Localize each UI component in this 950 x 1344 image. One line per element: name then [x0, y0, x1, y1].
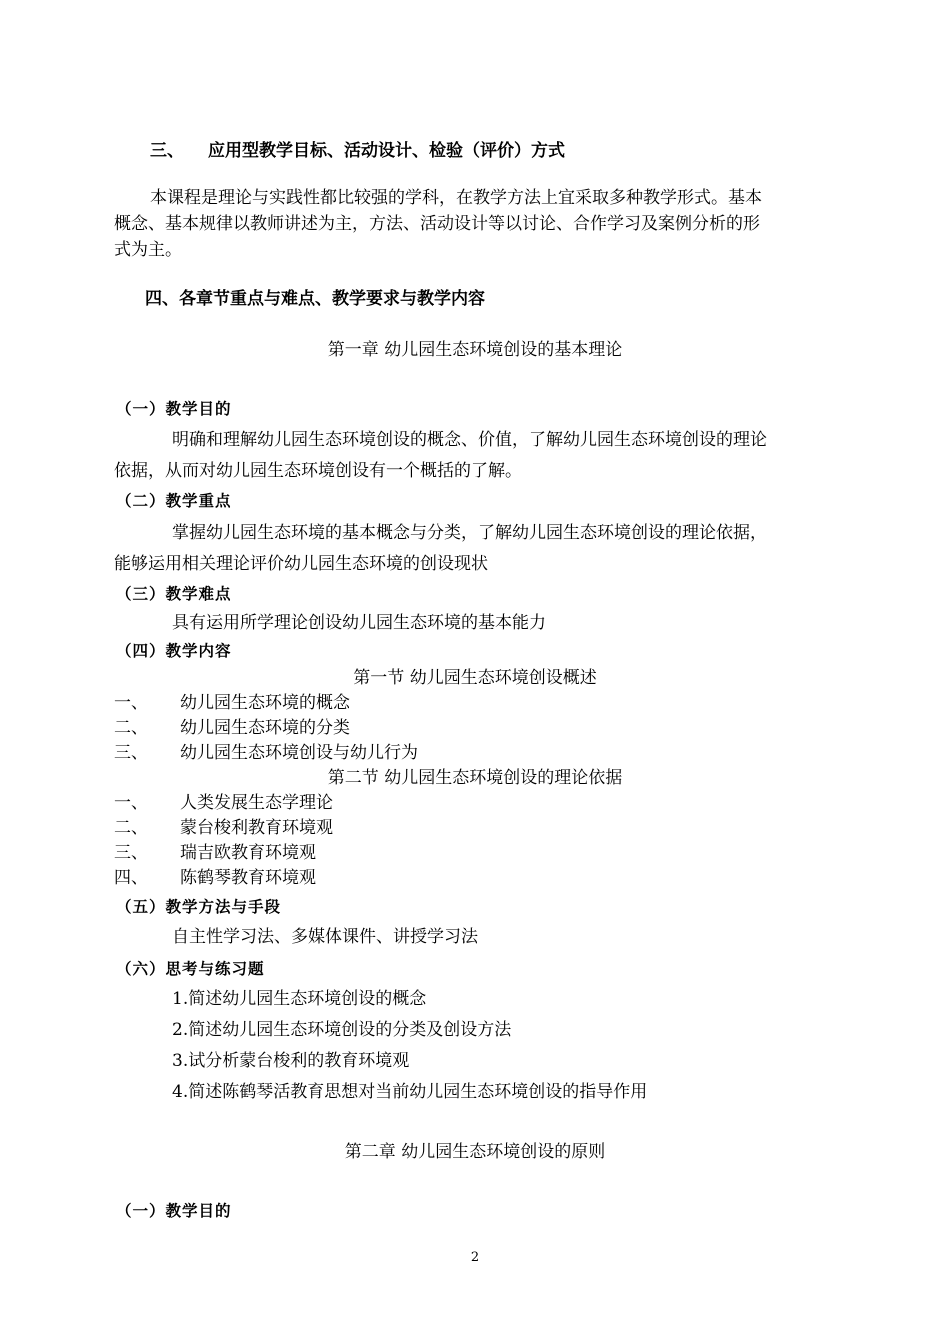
list-item-number: 二、	[114, 818, 148, 838]
list-item	[114, 842, 316, 864]
chapter1-focus-heading: （二）教学重点	[116, 492, 232, 510]
chapter1-focus-line: 能够运用相关理论评价幼儿园生态环境的创设现状	[114, 554, 488, 574]
list-item-number: 二、	[114, 718, 148, 738]
section4-heading: 四、各章节重点与难点、教学要求与教学内容	[145, 289, 485, 309]
chapter2-goal-heading: （一）教学目的	[116, 1202, 232, 1220]
chapter1-difficulty-heading: （三）教学难点	[116, 585, 232, 603]
section3-title: 应用型教学目标、活动设计、检验（评价）方式	[208, 141, 565, 161]
chapter1-section2-title: 第二节 幼儿园生态环境创设的理论依据	[327, 768, 623, 788]
list-item	[114, 692, 350, 714]
list-item-number: 三、	[114, 843, 148, 863]
list-item-number: 三、	[114, 743, 148, 763]
chapter1-exercise-heading: （六）思考与练习题	[116, 960, 265, 978]
exercise-item: 3.试分析蒙台梭利的教育环境观	[172, 1051, 410, 1071]
list-item-text: 幼儿园生态环境的分类	[180, 718, 350, 738]
section3-heading	[150, 140, 565, 162]
chapter2-title: 第二章 幼儿园生态环境创设的原则	[344, 1142, 606, 1162]
list-item-text: 瑞吉欧教育环境观	[180, 843, 316, 863]
chapter1-method-heading: （五）教学方法与手段	[116, 898, 282, 916]
section3-para-line: 本课程是理论与实践性都比较强的学科，在教学方法上宜采取多种教学形式。基本	[150, 188, 762, 208]
list-item	[114, 742, 418, 764]
list-item	[114, 717, 350, 739]
section3-number: 三、	[150, 141, 184, 161]
list-item	[114, 792, 333, 814]
chapter1-focus-line: 掌握幼儿园生态环境的基本概念与分类，了解幼儿园生态环境创设的理论依据，	[172, 523, 767, 543]
exercise-item: 2.简述幼儿园生态环境创设的分类及创设方法	[172, 1020, 512, 1040]
chapter1-goal-heading: （一）教学目的	[116, 400, 232, 418]
exercise-item: 4.简述陈鹤琴活教育思想对当前幼儿园生态环境创设的指导作用	[172, 1082, 648, 1102]
chapter1-section1-title: 第一节 幼儿园生态环境创设概述	[353, 668, 597, 688]
list-item-text: 蒙台梭利教育环境观	[180, 818, 333, 838]
chapter1-goal-line: 明确和理解幼儿园生态环境创设的概念、价值，了解幼儿园生态环境创设的理论	[172, 430, 767, 450]
chapter1-difficulty-text: 具有运用所学理论创设幼儿园生态环境的基本能力	[172, 613, 546, 633]
list-item-text: 幼儿园生态环境的概念	[180, 693, 350, 713]
list-item-number: 一、	[114, 793, 148, 813]
section3-para-line: 概念、基本规律以教师讲述为主，方法、活动设计等以讨论、合作学习及案例分析的形	[114, 214, 760, 234]
list-item-text: 人类发展生态学理论	[180, 793, 333, 813]
list-item-text: 幼儿园生态环境创设与幼儿行为	[180, 743, 418, 763]
exercise-item: 1.简述幼儿园生态环境创设的概念	[172, 989, 427, 1009]
list-item-number: 四、	[114, 868, 148, 888]
chapter1-method-text: 自主性学习法、多媒体课件、讲授学习法	[172, 927, 478, 947]
section3-para-line: 式为主。	[114, 240, 182, 260]
list-item	[114, 867, 316, 889]
list-item-number: 一、	[114, 693, 148, 713]
list-item	[114, 817, 333, 839]
chapter1-content-heading: （四）教学内容	[116, 642, 232, 660]
chapter1-goal-line: 依据，从而对幼儿园生态环境创设有一个概括的了解。	[114, 461, 522, 481]
page-number: 2	[470, 1250, 480, 1265]
chapter1-title: 第一章 幼儿园生态环境创设的基本理论	[327, 340, 623, 360]
list-item-text: 陈鹤琴教育环境观	[180, 868, 316, 888]
